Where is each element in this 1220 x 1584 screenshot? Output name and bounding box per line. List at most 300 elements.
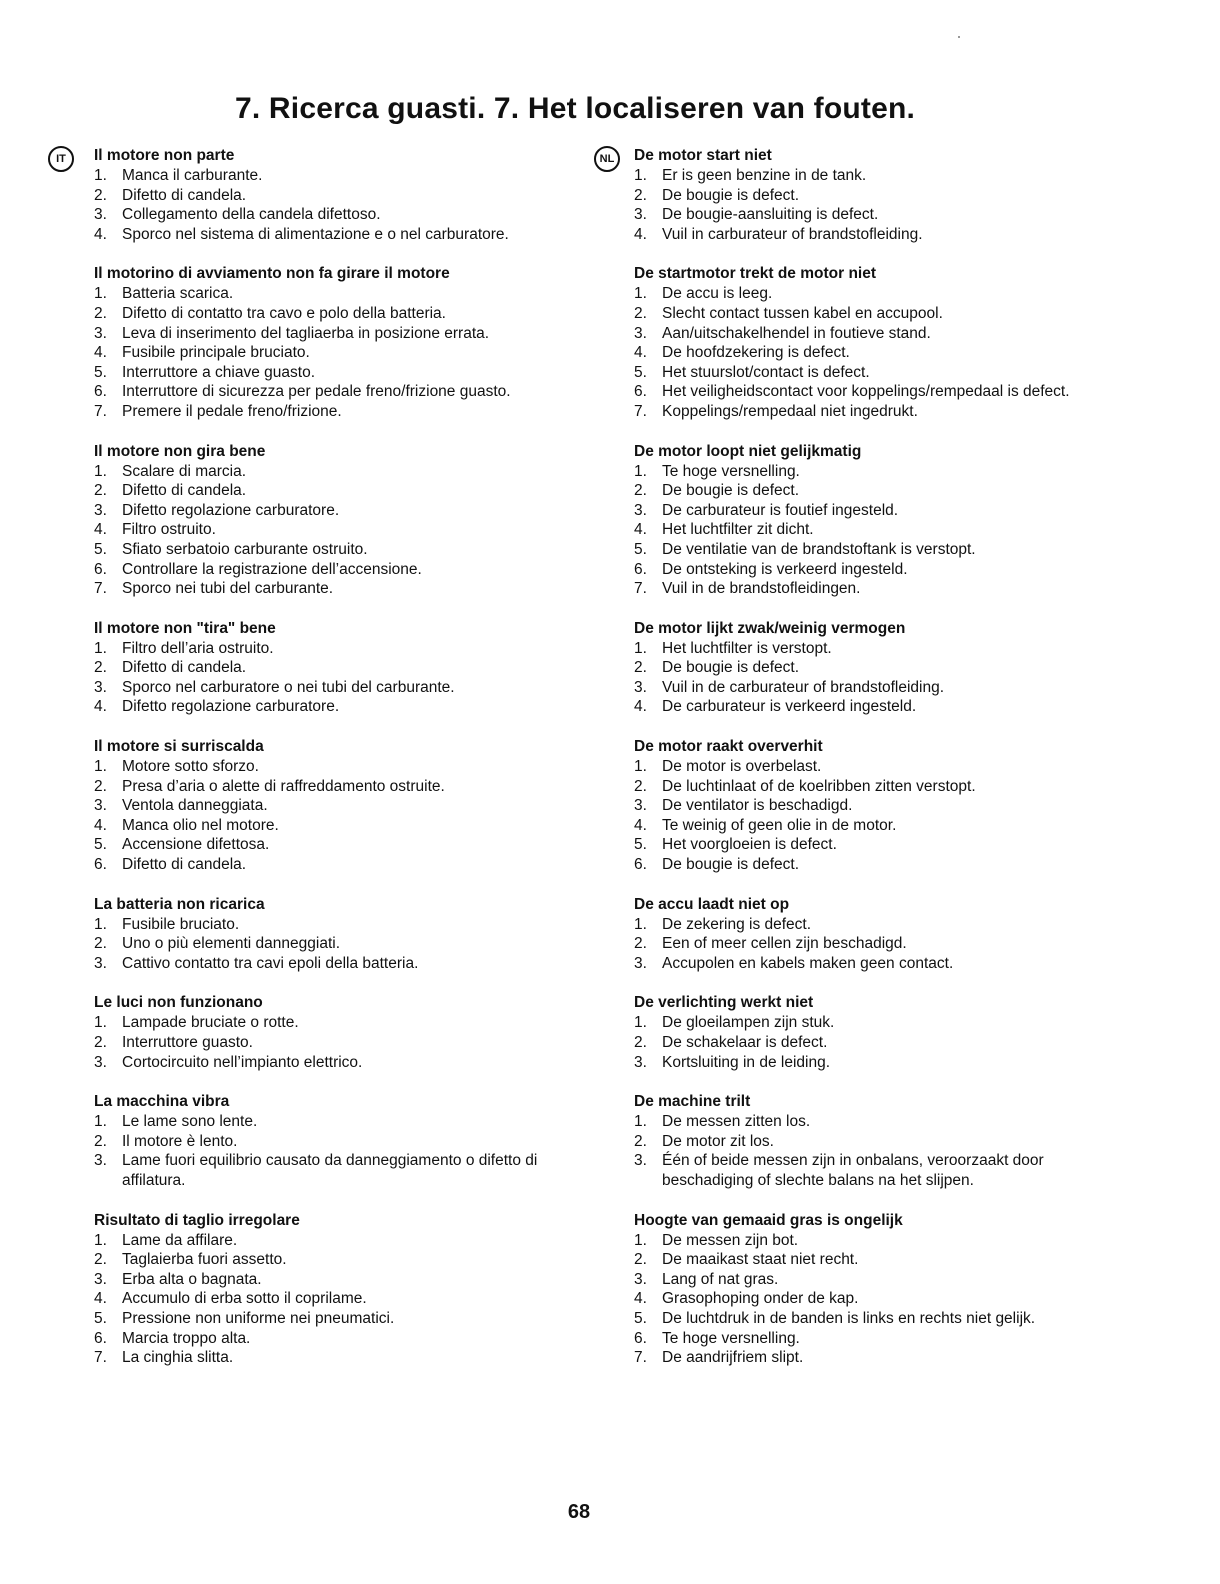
list-item <box>94 855 554 875</box>
item-number: 3. <box>94 678 107 696</box>
item-text: Scalare di marcia. <box>122 462 247 480</box>
list-item <box>634 1112 1114 1132</box>
list-item <box>94 757 554 777</box>
list-item <box>634 1053 1114 1073</box>
list-item <box>634 363 1114 383</box>
item-number: 1. <box>94 167 107 184</box>
item-number: 1. <box>634 758 647 776</box>
item-text: Difetto di contatto tra cavo e polo della batteria. <box>122 304 446 322</box>
item-number: 3. <box>94 206 107 224</box>
cause-list <box>94 1231 554 1368</box>
section-title: Hoogte van gemaaid gras is ongelijk <box>634 1211 903 1229</box>
item-text: De messen zitten los. <box>662 1113 811 1131</box>
list-item <box>94 579 554 599</box>
item-text: Lame da affilare. <box>122 1231 238 1249</box>
item-text: De motor is overbelast. <box>662 758 822 776</box>
list-item <box>94 324 554 344</box>
item-text: Difetto di candela. <box>122 856 247 874</box>
list-item <box>94 1013 554 1033</box>
page-title: 7. Ricerca guasti. 7. Het localiseren van fouten. <box>234 92 916 126</box>
item-number: 3. <box>634 954 647 972</box>
item-number: 1. <box>634 1113 647 1131</box>
list-item <box>94 658 554 678</box>
list-item <box>94 1348 554 1368</box>
list-item <box>634 304 1114 324</box>
troubleshooting-section <box>94 442 554 599</box>
list-item <box>634 1013 1114 1033</box>
item-number: 4. <box>94 225 107 243</box>
item-text: De carburateur is verkeerd ingesteld. <box>662 698 917 716</box>
item-text: Het luchtfilter zit dicht. <box>662 521 814 539</box>
item-number: 2. <box>634 659 647 677</box>
item-number: 3. <box>94 954 107 972</box>
item-text: De carburateur is foutief ingesteld. <box>662 501 899 519</box>
list-item <box>634 481 1114 501</box>
item-number: 1. <box>634 1014 647 1032</box>
troubleshooting-section <box>94 895 554 974</box>
list-item <box>94 639 554 659</box>
item-text: Een of meer cellen zijn beschadigd. <box>662 935 907 953</box>
list-item <box>634 934 1114 954</box>
list-item <box>94 481 554 501</box>
item-text: Te hoge versnelling. <box>662 462 800 480</box>
item-number: 2. <box>94 1034 107 1051</box>
list-item <box>634 757 1114 777</box>
item-text: Leva di inserimento del tagliaerba in posizione errata. <box>122 324 490 342</box>
item-text: Interruttore guasto. <box>122 1034 253 1051</box>
item-text: Filtro ostruito. <box>122 521 216 539</box>
section-title: De verlichting werkt niet <box>634 994 814 1012</box>
page-number: 68 <box>567 1501 591 1523</box>
item-text: De luchtinlaat of de koelribben zitten verstopt. <box>662 777 976 795</box>
item-text: Controllare la registrazione dell’accensione. <box>122 560 422 578</box>
section-title: Le luci non funzionano <box>94 994 263 1012</box>
list-item <box>94 697 554 717</box>
item-number: 2. <box>94 1251 107 1269</box>
item-number: 1. <box>634 462 647 480</box>
item-number: 3. <box>634 206 647 224</box>
troubleshooting-section <box>94 264 554 421</box>
list-item <box>94 501 554 521</box>
item-number: 7. <box>94 402 107 420</box>
item-text: Cortocircuito nell’impianto elettrico. <box>122 1053 363 1071</box>
cause-list <box>634 1231 1114 1368</box>
item-text: Vuil in carburateur of brandstofleiding. <box>662 225 923 243</box>
list-item <box>94 1132 554 1152</box>
list-item <box>94 678 554 698</box>
item-text: Sporco nei tubi del carburante. <box>122 580 334 598</box>
list-item <box>634 1033 1114 1053</box>
list-item <box>634 1250 1114 1270</box>
list-item <box>94 1112 554 1132</box>
item-number: 2. <box>634 482 647 500</box>
item-text: Accupolen en kabels maken geen contact. <box>662 954 954 972</box>
item-text: Aan/uitschakelhendel in foutieve stand. <box>662 324 931 342</box>
list-item <box>634 777 1114 797</box>
item-number: 3. <box>94 1152 107 1170</box>
item-text: Accumulo di erba sotto il coprilame. <box>122 1290 367 1308</box>
list-item <box>94 835 554 855</box>
cause-list <box>634 284 1114 421</box>
item-text: De aandrijfriem slipt. <box>662 1349 804 1367</box>
list-item <box>94 363 554 383</box>
item-text: Collegamento della candela difettoso. <box>122 206 381 224</box>
list-item <box>634 186 1114 206</box>
item-number: 7. <box>94 1349 107 1367</box>
list-item <box>94 186 554 206</box>
item-number: 2. <box>94 186 107 204</box>
item-number: 6. <box>94 560 107 578</box>
item-text: Difetto di candela. <box>122 482 247 500</box>
list-item <box>634 835 1114 855</box>
cause-list <box>634 757 1114 875</box>
item-number: 1. <box>94 1231 107 1249</box>
section-title: De motor loopt niet gelijkmatig <box>634 442 862 460</box>
list-item <box>634 678 1114 698</box>
cause-list <box>634 639 1114 717</box>
item-number: 5. <box>634 1309 647 1327</box>
item-number: 6. <box>634 383 647 401</box>
cause-list <box>634 1112 1114 1190</box>
item-text: Presa d’aria o alette di raffreddamento ostruite. <box>122 777 445 795</box>
cause-list <box>634 166 1114 244</box>
section-title: Il motore non parte <box>94 147 235 164</box>
list-item <box>94 1231 554 1251</box>
list-item <box>94 1033 554 1053</box>
list-item <box>634 225 1114 245</box>
item-number: 6. <box>94 1329 107 1347</box>
item-number: 1. <box>94 462 107 480</box>
item-number: 2. <box>634 1132 647 1150</box>
cause-list <box>94 915 554 974</box>
item-number: 1. <box>94 639 107 657</box>
item-number: 3. <box>94 501 107 519</box>
troubleshooting-section <box>94 1092 554 1190</box>
item-number: 1. <box>94 915 107 933</box>
item-text: De ventilatie van de brandstoftank is verstopt. <box>662 540 976 558</box>
item-number: 2. <box>634 186 647 204</box>
item-number: 3. <box>634 1053 647 1071</box>
list-item <box>94 166 554 186</box>
item-text: Sfiato serbatoio carburante ostruito. <box>122 540 368 558</box>
section-title: La batteria non ricarica <box>94 895 265 913</box>
item-text: Koppelings/rempedaal niet ingedrukt. <box>662 402 918 420</box>
item-number: 5. <box>94 540 107 558</box>
item-text: Difetto di candela. <box>122 186 247 204</box>
list-item <box>94 1329 554 1349</box>
list-item <box>634 1289 1114 1309</box>
list-item <box>634 796 1114 816</box>
list-item <box>634 639 1114 659</box>
item-text: Grasophoping onder de kap. <box>662 1290 859 1308</box>
list-item <box>634 560 1114 580</box>
item-number: 3. <box>94 797 107 815</box>
item-number: 5. <box>634 836 647 854</box>
list-item <box>94 915 554 935</box>
list-item <box>634 520 1114 540</box>
list-item <box>634 1270 1114 1290</box>
list-item <box>94 796 554 816</box>
list-item <box>94 520 554 540</box>
list-item <box>94 560 554 580</box>
item-text: Taglaierba fuori assetto. <box>122 1251 287 1269</box>
cause-list <box>634 462 1114 599</box>
item-text: De bougie is defect. <box>662 856 800 874</box>
troubleshooting-section <box>634 1211 1114 1368</box>
section-title: Risultato di taglio irregolare <box>94 1211 300 1229</box>
dutch-column <box>634 146 1114 1388</box>
list-item <box>634 501 1114 521</box>
item-text: De gloeilampen zijn stuk. <box>662 1014 835 1032</box>
item-text: De maaikast staat niet recht. <box>662 1251 859 1269</box>
item-number: 2. <box>94 482 107 500</box>
item-number: 4. <box>634 816 647 834</box>
list-item <box>94 1289 554 1309</box>
item-number: 5. <box>94 836 107 854</box>
section-title: Il motore si surriscalda <box>94 738 264 756</box>
list-item <box>94 540 554 560</box>
list-item <box>634 1132 1114 1152</box>
item-number: 2. <box>94 935 107 953</box>
item-text: Te weinig of geen olie in de motor. <box>662 816 897 834</box>
list-item <box>94 205 554 225</box>
troubleshooting-section <box>94 737 554 875</box>
list-item <box>94 1151 554 1190</box>
cause-list <box>94 166 554 244</box>
troubleshooting-section <box>94 146 554 244</box>
troubleshooting-section <box>94 993 554 1072</box>
item-number: 1. <box>634 915 647 933</box>
item-number: 1. <box>634 167 647 184</box>
item-text: De luchtdruk in de banden is links en rechts niet gelijk. <box>662 1309 1036 1327</box>
item-text: Le lame sono lente. <box>122 1113 258 1131</box>
list-item <box>634 954 1114 974</box>
item-text: De bougie is defect. <box>662 186 800 204</box>
item-text: Manca il carburante. <box>122 167 263 184</box>
item-text: Difetto regolazione carburatore. <box>122 698 340 716</box>
item-number: 1. <box>634 1231 647 1249</box>
item-number: 6. <box>94 383 107 401</box>
item-text: De bougie-aansluiting is defect. <box>662 206 879 224</box>
list-item <box>94 1250 554 1270</box>
item-text: Vuil in de brandstofleidingen. <box>662 580 861 598</box>
item-text: Sporco nel carburatore o nei tubi del carburante. <box>122 678 455 696</box>
troubleshooting-section <box>634 442 1114 599</box>
item-number: 5. <box>94 363 107 381</box>
list-item <box>634 462 1114 482</box>
item-text: Fusibile principale bruciato. <box>122 344 310 362</box>
item-number: 1. <box>94 1014 107 1032</box>
item-number: 3. <box>94 324 107 342</box>
item-number: 5. <box>634 540 647 558</box>
list-item <box>94 304 554 324</box>
cause-list <box>94 639 554 717</box>
section-title: La macchina vibra <box>94 1093 230 1111</box>
item-number: 6. <box>634 856 647 874</box>
item-text: Manca olio nel motore. <box>122 816 279 834</box>
troubleshooting-section <box>634 146 1114 244</box>
item-text: Lame fuori equilibrio causato da danneggiamento o difetto di affilatura. <box>122 1152 538 1189</box>
item-text: Te hoge versnelling. <box>662 1329 800 1347</box>
item-number: 4. <box>94 816 107 834</box>
item-number: 1. <box>94 758 107 776</box>
item-text: Het stuurslot/contact is defect. <box>662 363 870 381</box>
item-text: Accensione difettosa. <box>122 836 270 854</box>
item-text: Batteria scarica. <box>122 285 234 303</box>
section-title: De motor raakt oververhit <box>634 738 823 756</box>
item-text: Pressione non uniforme nei pneumatici. <box>122 1309 395 1327</box>
item-text: Interruttore di sicurezza per pedale freno/frizione guasto. <box>122 383 511 401</box>
troubleshooting-section <box>634 993 1114 1072</box>
item-text: Il motore è lento. <box>122 1132 238 1150</box>
list-item <box>634 816 1114 836</box>
item-number: 2. <box>94 777 107 795</box>
cause-list <box>94 1112 554 1190</box>
item-number: 7. <box>634 402 647 420</box>
list-item <box>634 1151 1114 1190</box>
item-number: 2. <box>634 1251 647 1269</box>
item-text: Kortsluiting in de leiding. <box>662 1053 831 1071</box>
item-text: Filtro dell’aria ostruito. <box>122 639 274 657</box>
item-text: Premere il pedale freno/frizione. <box>122 402 342 420</box>
list-item <box>634 1231 1114 1251</box>
item-number: 2. <box>634 777 647 795</box>
list-item <box>634 1348 1114 1368</box>
item-text: Het veiligheidscontact voor koppelings/rempedaal is defect. <box>662 383 1070 401</box>
item-text: Erba alta o bagnata. <box>122 1270 262 1288</box>
item-text: De ontsteking is verkeerd ingesteld. <box>662 560 908 578</box>
item-number: 1. <box>634 285 647 303</box>
list-item <box>634 1329 1114 1349</box>
list-item <box>634 343 1114 363</box>
item-text: Het luchtfilter is verstopt. <box>662 639 832 657</box>
item-number: 2. <box>94 659 107 677</box>
item-number: 7. <box>94 580 107 598</box>
troubleshooting-section <box>634 737 1114 875</box>
language-badge-it: IT <box>48 146 74 172</box>
item-number: 3. <box>94 1270 107 1288</box>
section-title: De machine trilt <box>634 1093 751 1111</box>
list-item <box>634 382 1114 402</box>
item-text: De zekering is defect. <box>662 915 812 933</box>
item-number: 5. <box>94 1309 107 1327</box>
troubleshooting-section <box>634 895 1114 974</box>
item-number: 4. <box>94 521 107 539</box>
item-text: Uno o più elementi danneggiati. <box>122 935 341 953</box>
section-title: Il motorino di avviamento non fa girare il motore <box>94 265 450 283</box>
item-text: Lang of nat gras. <box>662 1270 779 1288</box>
item-text: De messen zijn bot. <box>662 1231 799 1249</box>
item-text: Ventola danneggiata. <box>122 797 268 815</box>
item-text: Het voorgloeien is defect. <box>662 836 837 854</box>
list-item <box>94 777 554 797</box>
language-badge-nl: NL <box>594 146 620 172</box>
item-number: 7. <box>634 1349 647 1367</box>
cause-list <box>634 915 1114 974</box>
section-title: De motor start niet <box>634 147 772 164</box>
section-title: De motor lijkt zwak/weinig vermogen <box>634 619 906 637</box>
list-item <box>94 225 554 245</box>
item-number: 4. <box>94 1290 107 1308</box>
item-number: 4. <box>94 344 107 362</box>
list-item <box>94 382 554 402</box>
list-item <box>634 697 1114 717</box>
item-number: 2. <box>634 304 647 322</box>
list-item <box>634 915 1114 935</box>
item-text: Slecht contact tussen kabel en accupool. <box>662 304 943 322</box>
troubleshooting-section <box>94 1211 554 1368</box>
item-text: De schakelaar is defect. <box>662 1034 828 1051</box>
item-number: 3. <box>634 678 647 696</box>
item-number: 4. <box>94 698 107 716</box>
scan-speck <box>958 36 960 38</box>
item-text: Vuil in de carburateur of brandstofleiding. <box>662 678 945 696</box>
item-text: Lampade bruciate o rotte. <box>122 1014 299 1032</box>
item-number: 3. <box>634 501 647 519</box>
list-item <box>94 954 554 974</box>
list-item <box>94 816 554 836</box>
troubleshooting-section <box>634 264 1114 421</box>
item-number: 4. <box>634 521 647 539</box>
item-number: 7. <box>634 580 647 598</box>
item-number: 1. <box>634 639 647 657</box>
item-number: 3. <box>634 797 647 815</box>
list-item <box>94 284 554 304</box>
list-item <box>94 934 554 954</box>
item-number: 1. <box>94 1113 107 1131</box>
list-item <box>634 284 1114 304</box>
troubleshooting-section <box>634 619 1114 717</box>
list-item <box>634 855 1114 875</box>
list-item <box>634 658 1114 678</box>
list-item <box>634 540 1114 560</box>
item-text: Één of beide messen zijn in onbalans, veroorzaakt door beschadiging of slechte balans na het slijpen. <box>662 1152 1044 1189</box>
item-number: 4. <box>634 698 647 716</box>
item-text: Sporco nel sistema di alimentazione e o nel carburatore. <box>122 225 509 243</box>
cause-list <box>94 1013 554 1072</box>
troubleshooting-section <box>94 619 554 717</box>
item-number: 1. <box>94 285 107 303</box>
item-number: 3. <box>634 324 647 342</box>
item-text: De hoofdzekering is defect. <box>662 344 850 362</box>
cause-list <box>634 1013 1114 1072</box>
item-number: 3. <box>634 1152 647 1170</box>
item-number: 4. <box>634 344 647 362</box>
item-text: Difetto regolazione carburatore. <box>122 501 340 519</box>
cause-list <box>94 462 554 599</box>
item-text: Marcia troppo alta. <box>122 1329 251 1347</box>
item-text: Er is geen benzine in de tank. <box>662 167 867 184</box>
item-number: 3. <box>634 1270 647 1288</box>
list-item <box>634 402 1114 422</box>
item-number: 2. <box>94 304 107 322</box>
list-item <box>634 166 1114 186</box>
item-text: Fusibile bruciato. <box>122 915 240 933</box>
item-number: 6. <box>634 560 647 578</box>
item-number: 2. <box>634 935 647 953</box>
list-item <box>634 205 1114 225</box>
section-title: De startmotor trekt de motor niet <box>634 265 877 283</box>
section-title: Il motore non "tira" bene <box>94 619 276 637</box>
section-title: De accu laadt niet op <box>634 895 790 913</box>
list-item <box>634 579 1114 599</box>
item-text: De motor zit los. <box>662 1132 774 1150</box>
list-item <box>634 1309 1114 1329</box>
cause-list <box>94 284 554 421</box>
troubleshooting-section <box>634 1092 1114 1190</box>
list-item <box>94 402 554 422</box>
list-item <box>634 324 1114 344</box>
